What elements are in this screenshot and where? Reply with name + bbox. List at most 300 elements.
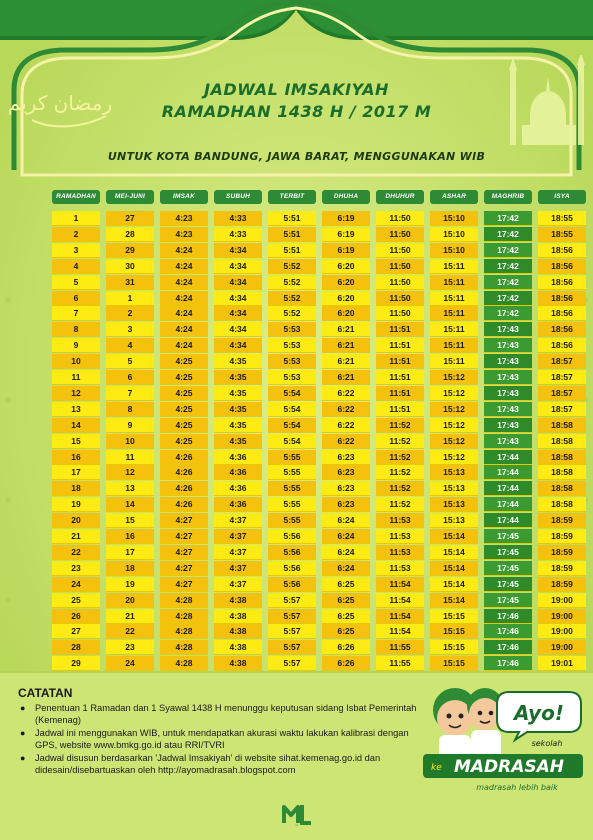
cell-isya: 19:00 bbox=[538, 609, 586, 624]
cell-isya: 18:58 bbox=[538, 434, 586, 449]
cell-isya: 19:00 bbox=[538, 624, 586, 639]
cell-terbit: 5:53 bbox=[268, 370, 316, 385]
col-header-mei-juni: MEI-JUNI bbox=[106, 190, 154, 204]
cell-ramadhan: 15 bbox=[52, 434, 100, 449]
cell-isya: 18:58 bbox=[538, 450, 586, 465]
cell-isya: 19:00 bbox=[538, 593, 586, 608]
cell-imsak: 4:25 bbox=[160, 386, 208, 401]
cell-subuh: 4:36 bbox=[214, 450, 262, 465]
cell-imsak: 4:27 bbox=[160, 577, 208, 592]
cell-dhuhur: 11:53 bbox=[376, 545, 424, 560]
cell-maghrib: 17:43 bbox=[484, 370, 532, 385]
cell-mei-juni: 12 bbox=[106, 465, 154, 480]
cell-dhuha: 6:24 bbox=[322, 545, 370, 560]
cell-maghrib: 17:44 bbox=[484, 513, 532, 528]
cell-maghrib: 17:43 bbox=[484, 354, 532, 369]
logo-tagline-text: madrasah lebih baik bbox=[476, 783, 558, 792]
cell-maghrib: 17:45 bbox=[484, 593, 532, 608]
cell-isya: 18:58 bbox=[538, 497, 586, 512]
cell-subuh: 4:37 bbox=[214, 545, 262, 560]
cell-dhuha: 6:25 bbox=[322, 577, 370, 592]
cell-dhuhur: 11:50 bbox=[376, 227, 424, 242]
cell-subuh: 4:34 bbox=[214, 322, 262, 337]
cell-imsak: 4:26 bbox=[160, 450, 208, 465]
cell-dhuha: 6:19 bbox=[322, 243, 370, 258]
cell-terbit: 5:53 bbox=[268, 322, 316, 337]
cell-mei-juni: 22 bbox=[106, 624, 154, 639]
cell-maghrib: 17:45 bbox=[484, 577, 532, 592]
cell-dhuha: 6:22 bbox=[322, 434, 370, 449]
cell-dhuhur: 11:53 bbox=[376, 513, 424, 528]
cell-mei-juni: 2 bbox=[106, 306, 154, 321]
cell-dhuhur: 11:51 bbox=[376, 402, 424, 417]
cell-maghrib: 17:44 bbox=[484, 481, 532, 496]
cell-dhuhur: 11:52 bbox=[376, 450, 424, 465]
cell-subuh: 4:34 bbox=[214, 243, 262, 258]
cell-terbit: 5:54 bbox=[268, 418, 316, 433]
cell-terbit: 5:57 bbox=[268, 624, 316, 639]
cell-dhuhur: 11:52 bbox=[376, 481, 424, 496]
cell-dhuha: 6:21 bbox=[322, 370, 370, 385]
cell-ramadhan: 27 bbox=[52, 624, 100, 639]
col-header-ramadhan: RAMADHAN bbox=[52, 190, 100, 204]
cell-ramadhan: 2 bbox=[52, 227, 100, 242]
cell-ramadhan: 4 bbox=[52, 259, 100, 274]
note-item bbox=[18, 703, 418, 726]
cell-ashar: 15:11 bbox=[430, 291, 478, 306]
cell-dhuha: 6:22 bbox=[322, 418, 370, 433]
cell-isya: 18:59 bbox=[538, 577, 586, 592]
cell-ramadhan: 24 bbox=[52, 577, 100, 592]
cell-ramadhan: 19 bbox=[52, 497, 100, 512]
notes-title: CATATAN bbox=[18, 686, 73, 700]
cell-terbit: 5:51 bbox=[268, 227, 316, 242]
cell-isya: 18:59 bbox=[538, 529, 586, 544]
cell-maghrib: 17:43 bbox=[484, 338, 532, 353]
note-item bbox=[18, 753, 418, 776]
cell-isya: 18:57 bbox=[538, 354, 586, 369]
cell-terbit: 5:56 bbox=[268, 561, 316, 576]
cell-terbit: 5:51 bbox=[268, 211, 316, 226]
cell-isya: 18:56 bbox=[538, 338, 586, 353]
cell-mei-juni: 29 bbox=[106, 243, 154, 258]
logo-madrasah-text: MADRASAH bbox=[453, 757, 565, 777]
cell-maghrib: 17:42 bbox=[484, 259, 532, 274]
cell-terbit: 5:52 bbox=[268, 259, 316, 274]
cell-dhuhur: 11:50 bbox=[376, 306, 424, 321]
cell-maghrib: 17:44 bbox=[484, 450, 532, 465]
cell-isya: 18:59 bbox=[538, 545, 586, 560]
cell-dhuhur: 11:51 bbox=[376, 354, 424, 369]
cell-imsak: 4:28 bbox=[160, 593, 208, 608]
cell-ashar: 15:11 bbox=[430, 338, 478, 353]
col-header-ashar: ASHAR bbox=[430, 190, 478, 204]
cell-dhuha: 6:23 bbox=[322, 450, 370, 465]
cell-isya: 18:56 bbox=[538, 291, 586, 306]
cell-terbit: 5:52 bbox=[268, 306, 316, 321]
cell-terbit: 5:53 bbox=[268, 338, 316, 353]
calligraphy-text: رمضان كريم bbox=[7, 91, 113, 115]
cell-maghrib: 17:42 bbox=[484, 306, 532, 321]
cell-ashar: 15:11 bbox=[430, 275, 478, 290]
cell-ramadhan: 7 bbox=[52, 306, 100, 321]
cell-mei-juni: 19 bbox=[106, 577, 154, 592]
cell-isya: 18:56 bbox=[538, 243, 586, 258]
cell-imsak: 4:24 bbox=[160, 306, 208, 321]
cell-isya: 18:59 bbox=[538, 513, 586, 528]
col-header-isya: ISYA bbox=[538, 190, 586, 204]
cell-maghrib: 17:43 bbox=[484, 386, 532, 401]
ml-footer-logo bbox=[281, 801, 313, 827]
cell-subuh: 4:33 bbox=[214, 227, 262, 242]
col-header-dhuhur: DHUHUR bbox=[376, 190, 424, 204]
cell-subuh: 4:35 bbox=[214, 386, 262, 401]
cell-imsak: 4:24 bbox=[160, 243, 208, 258]
cell-ashar: 15:11 bbox=[430, 259, 478, 274]
cell-ashar: 15:10 bbox=[430, 211, 478, 226]
cell-isya: 18:56 bbox=[538, 322, 586, 337]
cell-dhuha: 6:20 bbox=[322, 275, 370, 290]
cell-dhuha: 6:19 bbox=[322, 211, 370, 226]
cell-imsak: 4:26 bbox=[160, 465, 208, 480]
cell-subuh: 4:38 bbox=[214, 656, 262, 671]
cell-imsak: 4:25 bbox=[160, 354, 208, 369]
cell-imsak: 4:24 bbox=[160, 259, 208, 274]
cell-imsak: 4:27 bbox=[160, 513, 208, 528]
cell-subuh: 4:35 bbox=[214, 418, 262, 433]
footer-mark-text: ML bbox=[295, 825, 299, 827]
cell-ashar: 15:14 bbox=[430, 593, 478, 608]
cell-ashar: 15:15 bbox=[430, 640, 478, 655]
cell-imsak: 4:23 bbox=[160, 211, 208, 226]
cell-terbit: 5:57 bbox=[268, 593, 316, 608]
cell-mei-juni: 5 bbox=[106, 354, 154, 369]
cell-terbit: 5:53 bbox=[268, 354, 316, 369]
cell-mei-juni: 3 bbox=[106, 322, 154, 337]
cell-subuh: 4:38 bbox=[214, 640, 262, 655]
cell-imsak: 4:28 bbox=[160, 656, 208, 671]
cell-ramadhan: 22 bbox=[52, 545, 100, 560]
cell-subuh: 4:37 bbox=[214, 529, 262, 544]
cell-ashar: 15:10 bbox=[430, 243, 478, 258]
cell-dhuhur: 11:50 bbox=[376, 275, 424, 290]
logo-ayo-text: Ayo! bbox=[514, 701, 564, 725]
cell-ashar: 15:11 bbox=[430, 306, 478, 321]
cell-imsak: 4:24 bbox=[160, 322, 208, 337]
cell-subuh: 4:36 bbox=[214, 481, 262, 496]
cell-maghrib: 17:42 bbox=[484, 227, 532, 242]
cell-dhuha: 6:23 bbox=[322, 481, 370, 496]
cell-subuh: 4:38 bbox=[214, 609, 262, 624]
cell-dhuhur: 11:51 bbox=[376, 386, 424, 401]
col-header-terbit: TERBIT bbox=[268, 190, 316, 204]
cell-mei-juni: 31 bbox=[106, 275, 154, 290]
cell-ramadhan: 14 bbox=[52, 418, 100, 433]
cell-terbit: 5:56 bbox=[268, 529, 316, 544]
cell-subuh: 4:37 bbox=[214, 577, 262, 592]
cell-isya: 19:01 bbox=[538, 656, 586, 671]
cell-ramadhan: 25 bbox=[52, 593, 100, 608]
cell-ramadhan: 23 bbox=[52, 561, 100, 576]
cell-ramadhan: 1 bbox=[52, 211, 100, 226]
cell-ramadhan: 12 bbox=[52, 386, 100, 401]
cell-imsak: 4:24 bbox=[160, 275, 208, 290]
cell-dhuha: 6:22 bbox=[322, 402, 370, 417]
cell-terbit: 5:54 bbox=[268, 434, 316, 449]
cell-ashar: 15:14 bbox=[430, 545, 478, 560]
bullet-icon: ● bbox=[20, 753, 26, 763]
cell-dhuhur: 11:52 bbox=[376, 418, 424, 433]
cell-terbit: 5:51 bbox=[268, 243, 316, 258]
cell-ramadhan: 17 bbox=[52, 465, 100, 480]
cell-mei-juni: 20 bbox=[106, 593, 154, 608]
cell-imsak: 4:28 bbox=[160, 609, 208, 624]
cell-ashar: 15:10 bbox=[430, 227, 478, 242]
cell-dhuha: 6:25 bbox=[322, 609, 370, 624]
cell-subuh: 4:34 bbox=[214, 338, 262, 353]
cell-subuh: 4:37 bbox=[214, 513, 262, 528]
cell-ashar: 15:14 bbox=[430, 529, 478, 544]
cell-ashar: 15:15 bbox=[430, 609, 478, 624]
cell-maghrib: 17:43 bbox=[484, 434, 532, 449]
cell-subuh: 4:34 bbox=[214, 306, 262, 321]
cell-mei-juni: 16 bbox=[106, 529, 154, 544]
note-text: Jadwal disusun berdasarkan 'Jadwal Imsakiyah' di website sihat.kemenag.go.id dan didesain/disebartuaskan oleh http://ayomadrasah.blogspot.com bbox=[35, 753, 381, 775]
cell-subuh: 4:35 bbox=[214, 354, 262, 369]
cell-ashar: 15:12 bbox=[430, 418, 478, 433]
cell-maghrib: 17:46 bbox=[484, 609, 532, 624]
cell-ramadhan: 3 bbox=[52, 243, 100, 258]
cell-imsak: 4:24 bbox=[160, 338, 208, 353]
cell-isya: 18:57 bbox=[538, 370, 586, 385]
cell-dhuhur: 11:51 bbox=[376, 370, 424, 385]
cell-dhuha: 6:25 bbox=[322, 593, 370, 608]
cell-isya: 18:58 bbox=[538, 418, 586, 433]
cell-dhuha: 6:20 bbox=[322, 306, 370, 321]
cell-subuh: 4:35 bbox=[214, 370, 262, 385]
cell-maghrib: 17:44 bbox=[484, 465, 532, 480]
cell-mei-juni: 21 bbox=[106, 609, 154, 624]
cell-terbit: 5:52 bbox=[268, 275, 316, 290]
cell-isya: 18:56 bbox=[538, 306, 586, 321]
cell-imsak: 4:28 bbox=[160, 624, 208, 639]
cell-dhuhur: 11:54 bbox=[376, 577, 424, 592]
cell-imsak: 4:26 bbox=[160, 497, 208, 512]
cell-mei-juni: 9 bbox=[106, 418, 154, 433]
cell-dhuhur: 11:50 bbox=[376, 243, 424, 258]
cell-ashar: 15:12 bbox=[430, 450, 478, 465]
notes-section bbox=[18, 686, 418, 778]
cell-dhuhur: 11:52 bbox=[376, 434, 424, 449]
cell-ashar: 15:12 bbox=[430, 434, 478, 449]
cell-maghrib: 17:43 bbox=[484, 418, 532, 433]
cell-isya: 18:55 bbox=[538, 227, 586, 242]
note-item bbox=[18, 728, 418, 751]
cell-imsak: 4:25 bbox=[160, 370, 208, 385]
cell-subuh: 4:33 bbox=[214, 211, 262, 226]
cell-ashar: 15:12 bbox=[430, 386, 478, 401]
cell-dhuha: 6:19 bbox=[322, 227, 370, 242]
cell-ramadhan: 9 bbox=[52, 338, 100, 353]
cell-maghrib: 17:46 bbox=[484, 624, 532, 639]
cell-ashar: 15:13 bbox=[430, 513, 478, 528]
cell-dhuha: 6:26 bbox=[322, 640, 370, 655]
cell-dhuhur: 11:50 bbox=[376, 259, 424, 274]
cell-dhuha: 6:21 bbox=[322, 338, 370, 353]
ayo-madrasah-logo bbox=[397, 680, 587, 800]
cell-ramadhan: 18 bbox=[52, 481, 100, 496]
cell-mei-juni: 17 bbox=[106, 545, 154, 560]
col-header-maghrib: MAGHRIB bbox=[484, 190, 532, 204]
cell-isya: 18:56 bbox=[538, 259, 586, 274]
cell-dhuhur: 11:50 bbox=[376, 291, 424, 306]
cell-dhuhur: 11:54 bbox=[376, 609, 424, 624]
cell-dhuhur: 11:51 bbox=[376, 338, 424, 353]
note-text: Jadwal ini menggunakan WIB, untuk mendapatkan akurasi waktu lakukan kalibrasi dengan GPS, website www.bmkg.go.id atau RRI/TVRI bbox=[35, 728, 409, 750]
cell-isya: 18:58 bbox=[538, 465, 586, 480]
cell-dhuha: 6:20 bbox=[322, 259, 370, 274]
cell-mei-juni: 6 bbox=[106, 370, 154, 385]
cell-ramadhan: 26 bbox=[52, 609, 100, 624]
cell-imsak: 4:25 bbox=[160, 434, 208, 449]
cell-isya: 18:57 bbox=[538, 402, 586, 417]
cell-imsak: 4:25 bbox=[160, 418, 208, 433]
bullet-icon: ● bbox=[20, 703, 26, 713]
cell-dhuha: 6:21 bbox=[322, 354, 370, 369]
col-header-dhuha: DHUHA bbox=[322, 190, 370, 204]
cell-dhuhur: 11:53 bbox=[376, 529, 424, 544]
bullet-icon: ● bbox=[20, 728, 26, 738]
cell-ashar: 15:11 bbox=[430, 322, 478, 337]
cell-terbit: 5:55 bbox=[268, 481, 316, 496]
cell-ashar: 15:15 bbox=[430, 624, 478, 639]
cell-ramadhan: 29 bbox=[52, 656, 100, 671]
cell-mei-juni: 13 bbox=[106, 481, 154, 496]
cell-maghrib: 17:44 bbox=[484, 497, 532, 512]
cell-dhuha: 6:25 bbox=[322, 624, 370, 639]
cell-dhuha: 6:21 bbox=[322, 322, 370, 337]
cell-ramadhan: 13 bbox=[52, 402, 100, 417]
cell-mei-juni: 28 bbox=[106, 227, 154, 242]
cell-dhuha: 6:23 bbox=[322, 497, 370, 512]
cell-dhuha: 6:24 bbox=[322, 513, 370, 528]
cell-isya: 18:57 bbox=[538, 386, 586, 401]
cell-terbit: 5:57 bbox=[268, 640, 316, 655]
cell-mei-juni: 7 bbox=[106, 386, 154, 401]
cell-maghrib: 17:42 bbox=[484, 275, 532, 290]
cell-mei-juni: 14 bbox=[106, 497, 154, 512]
cell-maghrib: 17:45 bbox=[484, 529, 532, 544]
cell-dhuhur: 11:51 bbox=[376, 322, 424, 337]
cell-subuh: 4:34 bbox=[214, 259, 262, 274]
cell-terbit: 5:57 bbox=[268, 656, 316, 671]
cell-terbit: 5:57 bbox=[268, 609, 316, 624]
cell-subuh: 4:36 bbox=[214, 465, 262, 480]
cell-isya: 18:56 bbox=[538, 275, 586, 290]
cell-ashar: 15:14 bbox=[430, 577, 478, 592]
cell-ramadhan: 16 bbox=[52, 450, 100, 465]
page-subtitle: UNTUK KOTA BANDUNG, JAWA BARAT, MENGGUNAKAN WIB bbox=[107, 150, 486, 163]
cell-terbit: 5:54 bbox=[268, 386, 316, 401]
cell-ramadhan: 5 bbox=[52, 275, 100, 290]
cell-mei-juni: 1 bbox=[106, 291, 154, 306]
cell-dhuhur: 11:54 bbox=[376, 624, 424, 639]
cell-terbit: 5:55 bbox=[268, 465, 316, 480]
cell-dhuha: 6:26 bbox=[322, 656, 370, 671]
cell-mei-juni: 18 bbox=[106, 561, 154, 576]
cell-ashar: 15:12 bbox=[430, 402, 478, 417]
cell-subuh: 4:34 bbox=[214, 291, 262, 306]
cell-imsak: 4:26 bbox=[160, 481, 208, 496]
cell-dhuha: 6:20 bbox=[322, 291, 370, 306]
cell-ashar: 15:14 bbox=[430, 561, 478, 576]
cell-maghrib: 17:46 bbox=[484, 656, 532, 671]
cell-ramadhan: 28 bbox=[52, 640, 100, 655]
cell-ashar: 15:15 bbox=[430, 656, 478, 671]
cell-imsak: 4:28 bbox=[160, 640, 208, 655]
cell-terbit: 5:56 bbox=[268, 577, 316, 592]
cell-dhuhur: 11:53 bbox=[376, 561, 424, 576]
cell-terbit: 5:55 bbox=[268, 513, 316, 528]
cell-maghrib: 17:42 bbox=[484, 211, 532, 226]
cell-ramadhan: 20 bbox=[52, 513, 100, 528]
col-header-subuh: SUBUH bbox=[214, 190, 262, 204]
cell-subuh: 4:38 bbox=[214, 593, 262, 608]
cell-maghrib: 17:42 bbox=[484, 243, 532, 258]
cell-mei-juni: 11 bbox=[106, 450, 154, 465]
cell-imsak: 4:24 bbox=[160, 291, 208, 306]
cell-ramadhan: 10 bbox=[52, 354, 100, 369]
cell-subuh: 4:35 bbox=[214, 434, 262, 449]
cell-dhuha: 6:24 bbox=[322, 561, 370, 576]
cell-terbit: 5:56 bbox=[268, 545, 316, 560]
cell-mei-juni: 15 bbox=[106, 513, 154, 528]
cell-isya: 19:00 bbox=[538, 640, 586, 655]
cell-dhuhur: 11:50 bbox=[376, 211, 424, 226]
cell-ashar: 15:13 bbox=[430, 497, 478, 512]
cell-dhuha: 6:22 bbox=[322, 386, 370, 401]
cell-dhuhur: 11:55 bbox=[376, 640, 424, 655]
cell-isya: 18:59 bbox=[538, 561, 586, 576]
cell-subuh: 4:37 bbox=[214, 561, 262, 576]
cell-terbit: 5:52 bbox=[268, 291, 316, 306]
cell-maghrib: 17:46 bbox=[484, 640, 532, 655]
cell-ramadhan: 8 bbox=[52, 322, 100, 337]
page-title-line-1: JADWAL IMSAKIYAH bbox=[204, 80, 389, 99]
cell-maghrib: 17:43 bbox=[484, 402, 532, 417]
cell-imsak: 4:27 bbox=[160, 561, 208, 576]
cell-ramadhan: 21 bbox=[52, 529, 100, 544]
cell-mei-juni: 24 bbox=[106, 656, 154, 671]
logo-sekolah-text: sekolah bbox=[531, 739, 563, 748]
cell-subuh: 4:38 bbox=[214, 624, 262, 639]
cell-mei-juni: 4 bbox=[106, 338, 154, 353]
cell-mei-juni: 30 bbox=[106, 259, 154, 274]
note-text: Penentuan 1 Ramadan dan 1 Syawal 1438 H menunggu keputusan sidang Isbat Pemerintah (Kemenag) bbox=[35, 703, 417, 725]
cell-mei-juni: 10 bbox=[106, 434, 154, 449]
col-header-imsak: IMSAK bbox=[160, 190, 208, 204]
cell-dhuhur: 11:52 bbox=[376, 497, 424, 512]
cell-ashar: 15:13 bbox=[430, 481, 478, 496]
cell-dhuha: 6:23 bbox=[322, 465, 370, 480]
cell-subuh: 4:36 bbox=[214, 497, 262, 512]
cell-mei-juni: 27 bbox=[106, 211, 154, 226]
cell-dhuhur: 11:52 bbox=[376, 465, 424, 480]
cell-subuh: 4:35 bbox=[214, 402, 262, 417]
cell-terbit: 5:54 bbox=[268, 402, 316, 417]
page-title-line-2: RAMADHAN 1438 H / 2017 M bbox=[161, 102, 432, 121]
cell-imsak: 4:27 bbox=[160, 529, 208, 544]
